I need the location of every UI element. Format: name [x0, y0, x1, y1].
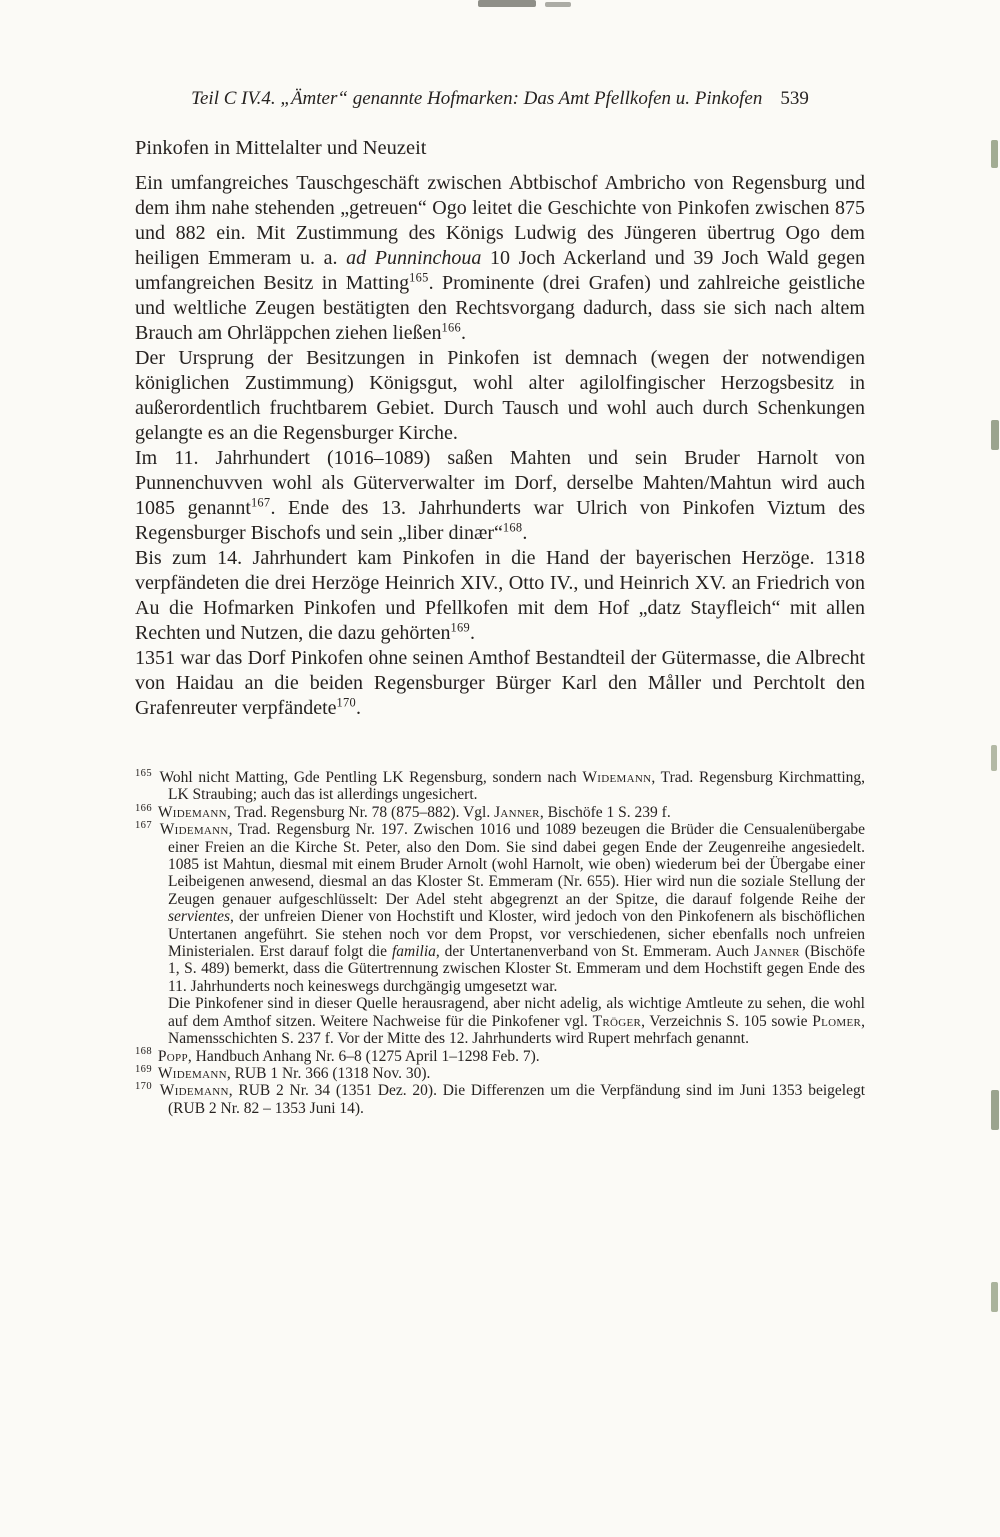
text-run: , Handbuch Anhang Nr. 6–8 (1275 April 1–1298 Feb. 7).	[187, 1047, 540, 1065]
footnote-number: 165	[135, 767, 152, 779]
text-run: servientes	[168, 908, 230, 926]
text-run: , Verzeichnis S. 105 sowie	[641, 1012, 813, 1030]
text-run: Widemann	[157, 1064, 227, 1082]
text-run: Widemann	[582, 769, 652, 786]
page-number: 539	[780, 88, 809, 109]
paragraph	[135, 646, 865, 721]
scan-artifact	[545, 2, 571, 7]
text-run: , der unfreien Diener von Hochstift und Kloster, wird jedoch von den Pinkofenern als bischöflichen Untertanen angeführt. Sie stehen noch vor dem Propst, vor verschiedenen, sicher ebenfalls noch unfreien Ministerialen. Erst darauf folgt die	[168, 908, 865, 961]
text-run: Wohl nicht Matting, Gde Pentling LK Regensburg, sondern nach	[159, 769, 583, 786]
text-run: , Trad. Regensburg Nr. 78 (875–882). Vgl.	[226, 803, 495, 821]
running-head	[135, 88, 865, 110]
paragraph	[135, 171, 865, 346]
section-heading: Pinkofen in Mittelalter und Neuzeit	[135, 137, 427, 159]
footnote-ref: 166	[441, 320, 462, 335]
text-run: . Prominente (drei Grafen) und zahlreiche geistliche und weltliche Zeugen bestätigten den Rechtsvorgang dadurch, dass sie sich nach altem Brauch am Ohrläppchen ziehen ließen	[135, 272, 866, 344]
running-head-title: Teil C IV.4. „Ämter“ genannte Hofmarken: Das Amt Pfellkofen u. Pinkofen	[191, 88, 763, 109]
text-run: .	[522, 522, 528, 544]
text-run: .	[469, 622, 475, 644]
scan-artifact	[991, 1090, 999, 1130]
text-run: Die Pinkofener sind in dieser Quelle herausragend, aber nicht adelig, als wichtige Amtleute zu sehen, die wohl auf dem Amthof sitzen. Weitere Nachweise für die Pinkofener vgl.	[168, 995, 865, 1030]
paragraph	[135, 446, 865, 546]
footnote-ref: 169	[450, 620, 470, 635]
text-run: Widemann	[157, 803, 227, 821]
text-run: 1351 war das Dorf Pinkofen ohne seinen Amthof Bestandteil der Gütermasse, die Albrecht von Haidau an die beiden Regensburger Bürger Karl den Måller und Perchtolt den Grafenreuter verpfändete	[135, 647, 865, 719]
body-text	[135, 171, 865, 721]
footnote-number: 167	[135, 820, 152, 832]
text-run: , der Untertanenverband von St. Emmeram. Auch	[435, 943, 755, 961]
text-run: Ein umfangreiches Tauschgeschäft zwischen Abtbischof Ambricho von Regensburg und dem ihm nahe stehenden „getreuen“ Ogo leitet die Geschichte von Pinkofen zwischen 875 und 882 ein. Mit Zustimmung des Königs Ludwig des Jüngeren übertrug Ogo dem heiligen Emmeram u. a.	[135, 172, 865, 269]
footnote-number: 170	[135, 1081, 152, 1093]
text-run: Der Ursprung der Besitzungen in Pinkofen ist demnach (wegen der notwendigen königlichen Zustimmung) Königsgut, wohl alter agilolfingischer Herzogsbesitz in außerordentlich fruchtbarem Gebiet. Durch Tausch und wohl auch durch Schenkungen gelangte es an die Regensburger Kirche.	[135, 347, 865, 444]
footnote-number: 166	[135, 802, 152, 814]
footnote	[135, 1065, 865, 1082]
text-run: , Bischöfe 1 S. 239 f.	[539, 803, 671, 821]
text-run: familia	[391, 943, 436, 961]
text-run: , Namensschichten S. 237 f. Vor der Mitte des 12. Jahrhunderts wird Rupert mehrfach genannt.	[168, 1012, 865, 1048]
text-run: Tröger	[592, 1012, 642, 1030]
footnote-ref: 167	[250, 495, 271, 510]
text-run: , Trad. Regensburg Kirchmatting, LK Straubing; auch das ist allerdings ungesichert.	[168, 769, 865, 804]
footnote-number: 169	[135, 1063, 152, 1075]
footnote	[135, 1082, 865, 1117]
text-run: (Bischöfe 1, S. 489) bemerkt, dass die Gütertrennung zwischen Kloster St. Emmeram und dem Hochstift gegen Ende des 11. Jahrhunderts noch keineswegs durchgängig umgesetzt war.	[168, 943, 865, 995]
text-run: Popp	[157, 1047, 188, 1065]
scan-artifact	[991, 1282, 998, 1312]
paragraph	[135, 346, 865, 446]
text-run: , Trad. Regensburg Nr. 197. Zwischen 1016 und 1089 bezeugen die Brüder die Censualenübergabe einer Freien an die Kirche St. Peter, also den Dom. Sie sind dabei gegen Ende der Zeugenreihe angesiedelt. 1085 ist Mahtun, diesmal mit einem Bruder Arnolt (wohl Harnolt, wie oben) wiederum bei der Übergabe einer Leibeigenen anwesend, diesmal an das Kloster St. Emmeram (Nr. 655). Hier wird nun die soziale Stellung der Zeugen genauer aufgeschlüsselt: Der Adel steht abgegrenzt an der Spitze, die darauf folgende Reihe der	[168, 821, 865, 908]
text-run: , RUB 1 Nr. 366 (1318 Nov. 30).	[226, 1064, 431, 1082]
footnote-ref: 168	[502, 520, 523, 535]
footnote-number: 168	[135, 1046, 152, 1058]
scan-artifact	[991, 420, 999, 450]
text-run: Janner	[754, 943, 800, 961]
text-run: Bis zum 14. Jahrhundert kam Pinkofen in die Hand der bayerischen Herzöge. 1318 verpfändeten die drei Herzöge Heinrich XIV., Otto IV., und Heinrich XV. an Friedrich von Au die Hofmarken Pinkofen und Pfellkofen mit dem Hof „datz Stayfleich“ mit allen Rechten und Nutzen, die dazu gehörten	[135, 547, 865, 644]
text-run: Widemann	[159, 1082, 229, 1100]
text-run: , RUB 2 Nr. 34 (1351 Dez. 20). Die Differenzen um die Verpfändung sind im Juni 1353 beigelegt (RUB 2 Nr. 82 – 1353 Juni 14).	[168, 1082, 865, 1117]
text-run: .	[461, 322, 467, 344]
footnote	[135, 804, 865, 821]
text-run: Plomer	[812, 1012, 862, 1030]
text-run: Im 11. Jahrhundert (1016–1089) saßen Mahten und sein Bruder Harnolt von Punnenchuvven wohl als Güterverwalter im Dorf, derselbe Mahten/Mahtun wird auch 1085 genannt	[135, 447, 865, 519]
paragraph	[135, 546, 865, 646]
footnote-ref: 165	[409, 270, 429, 285]
footnote	[135, 821, 865, 1047]
text-run: Janner	[494, 803, 540, 821]
text-run: ad Punninchoua	[346, 247, 482, 269]
footnote	[135, 1048, 865, 1065]
text-run: . Ende des 13. Jahrhunderts war Ulrich von Pinkofen Viztum des Regensburger Bischofs und sein „liber dinær“	[135, 497, 865, 544]
text-run: .	[356, 697, 362, 719]
scan-artifact	[478, 0, 536, 7]
footnotes	[135, 769, 865, 1117]
footnote-ref: 170	[336, 695, 357, 710]
scan-artifact	[991, 745, 997, 771]
scan-artifact	[991, 140, 998, 168]
footnote	[135, 769, 865, 804]
text-run: Widemann	[159, 821, 229, 839]
text-run: 10 Joch Ackerland und 39 Joch Wald gegen umfangreichen Besitz in Matting	[135, 247, 865, 294]
